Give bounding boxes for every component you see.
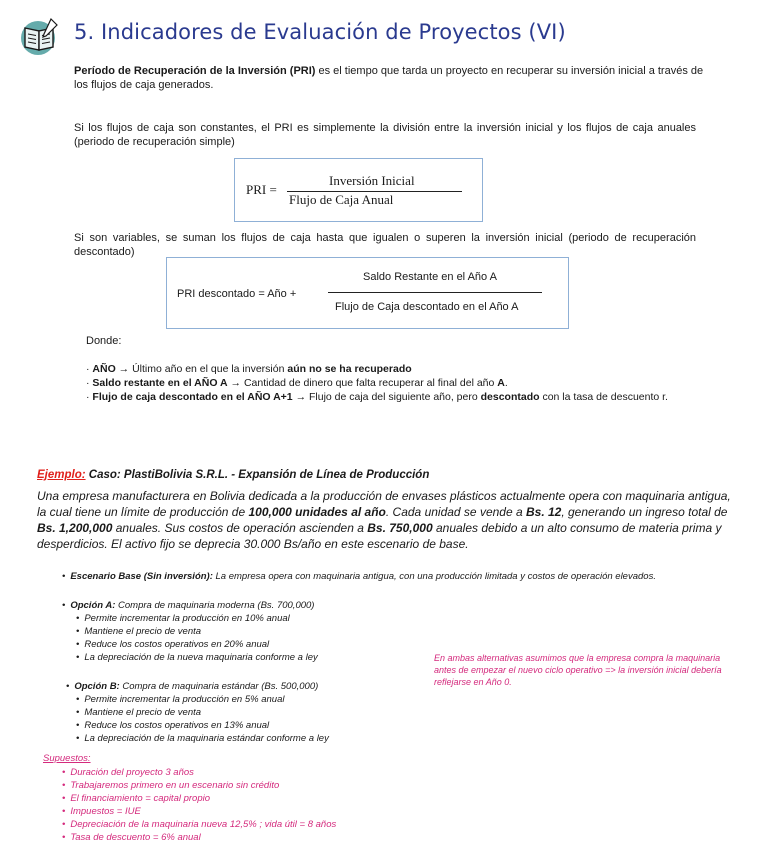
definition-rest: con la tasa de descuento r. [539, 391, 668, 403]
definition-text: → Cantidad de dinero que falta recuperar al final del año [227, 377, 498, 389]
definition-term: AÑO [92, 363, 116, 375]
formula-lhs: PRI = [246, 182, 277, 197]
example-bold: Bs. 1,200,000 [37, 521, 113, 535]
list-item: • Mantiene el precio de venta [76, 625, 422, 638]
formula-lhs-discounted: PRI descontado = Año + [177, 288, 297, 300]
example-label: Ejemplo: [37, 469, 86, 481]
example-text: , generando un ingreso total de [561, 505, 728, 519]
supuestos-list [62, 766, 462, 844]
definition-bold: aún no se ha recuperado [287, 363, 412, 375]
example-case: Caso: PlastiBolivia S.R.L. - Expansión de Línea de Producción [85, 469, 430, 481]
definitions-list [86, 362, 726, 404]
definition-text: → Último año en el que la inversión [115, 363, 288, 375]
definition-item: · AÑO → Último año en el que la inversión aún no se ha recuperado [86, 363, 412, 375]
list-item: • Duración del proyecto 3 años [62, 766, 462, 779]
discounted-pri-formula [166, 257, 569, 329]
pri-term: Período de Recuperación de la Inversión (PRI) [74, 65, 316, 77]
option-b-list [66, 693, 426, 745]
definition-term: Saldo restante en el AÑO A [92, 377, 228, 389]
simple-pri-formula [234, 158, 483, 222]
variable-paragraph: Si son variables, se suman los flujos de caja hasta que igualen o superen la inversión inicial (periodo de recuperación descontado) [74, 232, 696, 258]
option-b-heading [66, 680, 426, 693]
option-b-term: Opción B: [74, 681, 120, 692]
option-b-text: Compra de maquinaria estándar (Bs. 500,000) [119, 681, 319, 692]
base-scenario-term: Escenario Base (Sin inversión): [70, 571, 213, 582]
list-item: • El financiamiento = capital propio [62, 792, 462, 805]
list-item: • Permite incrementar la producción en 10% anual [76, 612, 422, 625]
base-scenario [62, 570, 742, 583]
intro-text: es el tiempo que tarda un proyecto en recuperar su inversión inicial a través de los flujos de caja generados. [74, 65, 704, 91]
option-b [66, 680, 426, 745]
example-bold: Bs. 12 [525, 505, 562, 519]
option-a-list [62, 612, 422, 664]
example-text: anuales debido a un alto consumo de materia prima y desperdicios. El activo fijo se deprecia 30.000 Bs/año en este escenario de base. [37, 521, 722, 551]
list-item: • Impuestos = IUE [62, 805, 462, 818]
example-bold: Bs. 750,000 [367, 521, 433, 535]
base-scenario-text: La empresa opera con maquinaria antigua, con una producción limitada y costos de operación elevados. [212, 571, 656, 582]
definition-item: · Flujo de caja descontado en el AÑO A+1 → Flujo de caja del siguiente año, pero descontado con la tasa de descuento r. [86, 391, 668, 403]
list-item: • Reduce los costos operativos en 20% anual [76, 638, 422, 651]
definition-term: Flujo de caja descontado en el AÑO A+1 [92, 391, 293, 403]
example-paragraph [37, 488, 743, 552]
formula-numerator: Inversión Inicial [329, 173, 415, 188]
option-a-term: Opción A: [70, 600, 116, 611]
page-title: 5. Indicadores de Evaluación de Proyectos (VI) [74, 20, 566, 44]
donde-label: Donde: [86, 335, 122, 347]
definition-text: → Flujo de caja del siguiente año, pero [292, 391, 481, 403]
example-text: anuales. Sus costos de operación ascienden a [112, 521, 368, 535]
list-item: • Tasa de descuento = 6% anual [62, 831, 462, 844]
side-note: En ambas alternativas asumimos que la empresa compra la maquinaria antes de empezar el nuevo ciclo operativo => la inversión inicial debería reflejarse en Año 0. [434, 653, 722, 687]
example-text: Una empresa manufacturera en Bolivia dedicada a la producción de envases plásticos actualmente opera con maquinaria antigua, la cual tiene un límite de producción de [37, 489, 731, 519]
option-a-heading [62, 599, 422, 612]
definition-rest: . [504, 377, 508, 389]
definition-bold: descontado [480, 391, 540, 403]
list-item: • Trabajaremos primero en un escenario sin crédito [62, 779, 462, 792]
formula-denominator-discounted: Flujo de Caja descontado en el Año A [335, 301, 519, 313]
list-item: • Permite incrementar la producción en 5% anual [76, 693, 426, 706]
list-item: • Depreciación de la maquinaria nueva 12,5% ; vida útil = 8 años [62, 818, 462, 831]
definition-bold: A [497, 377, 505, 389]
list-item: • La depreciación de la maquinaria estándar conforme a ley [76, 732, 426, 745]
formula-denominator: Flujo de Caja Anual [289, 192, 394, 207]
list-item: • Reduce los costos operativos en 13% anual [76, 719, 426, 732]
list-item: • Mantiene el precio de venta [76, 706, 426, 719]
list-item: • La depreciación de la nueva maquinaria conforme a ley [76, 651, 422, 664]
formula-numerator-discounted: Saldo Restante en el Año A [363, 271, 497, 283]
supuestos-label: Supuestos: [43, 753, 91, 764]
intro-paragraph [74, 64, 714, 92]
book-icon [18, 16, 62, 56]
example-bold: 100,000 unidades al año [248, 505, 386, 519]
option-a-text: Compra de maquinaria moderna (Bs. 700,000) [115, 600, 315, 611]
constant-paragraph: Si los flujos de caja son constantes, el PRI es simplemente la división entre la inversión inicial y los flujos de caja anuales (periodo de recuperación simple) [74, 122, 696, 148]
option-a [62, 599, 422, 664]
definition-item: · Saldo restante en el AÑO A → Cantidad de dinero que falta recuperar al final del año A. [86, 377, 508, 389]
fraction-bar-discounted [328, 292, 542, 293]
example-text: . Cada unidad se vende a [385, 505, 526, 519]
example-heading [37, 469, 429, 481]
